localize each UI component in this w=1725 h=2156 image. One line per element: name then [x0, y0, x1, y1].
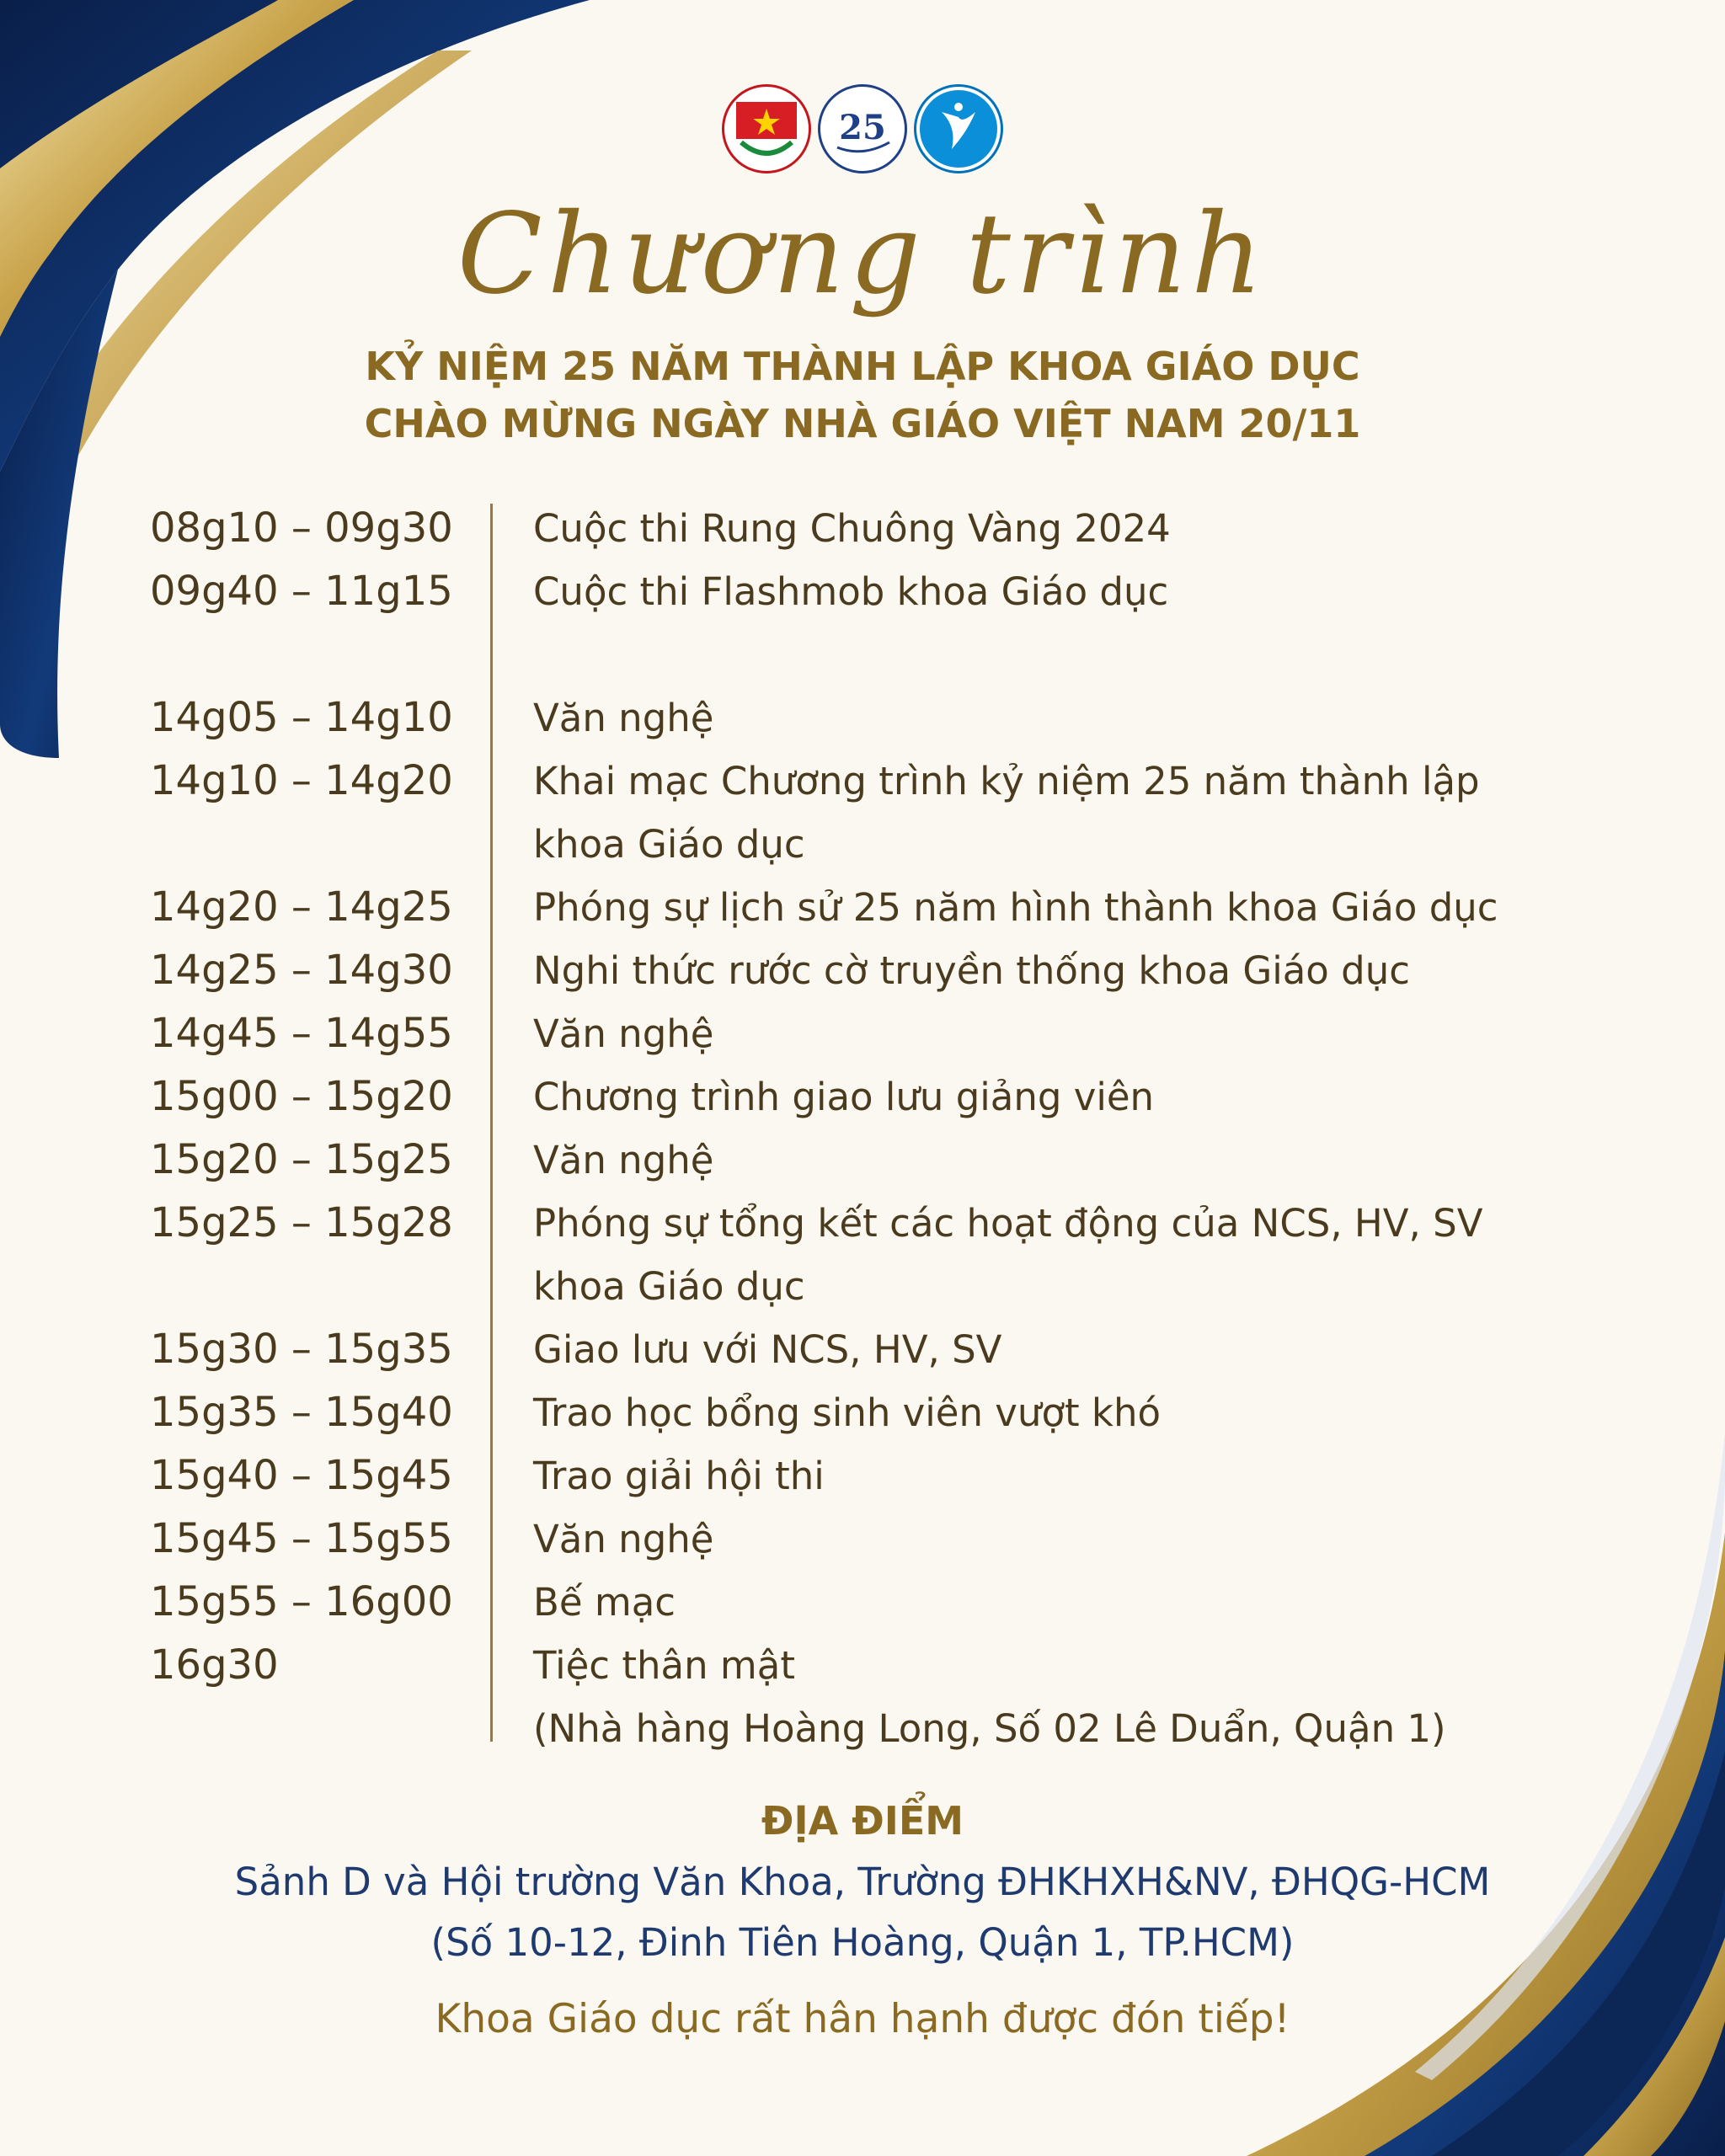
schedule-row	[150, 876, 1582, 939]
schedule-row	[150, 686, 1582, 750]
schedule-activity: Văn nghệ	[533, 1011, 714, 1056]
schedule-activity: Khai mạc Chương trình kỷ niệm 25 năm thành lập	[533, 759, 1480, 803]
schedule-activity: Phóng sự tổng kết các hoạt động của NCS, HV, SV	[533, 1201, 1483, 1246]
venue-title: ĐỊA ĐIỂM	[761, 1798, 964, 1844]
schedule-time: 15g55 – 16g00	[150, 1578, 453, 1625]
headline-line-1: KỶ NIỆM 25 NĂM THÀNH LẬP KHOA GIÁO DỤC	[365, 344, 1360, 389]
schedule-row	[150, 1318, 1582, 1381]
schedule-time: 14g20 – 14g25	[150, 883, 453, 931]
logo-25-text: 25	[839, 108, 886, 147]
schedule-activity: Cuộc thi Rung Chuông Vàng 2024	[533, 506, 1171, 551]
schedule-row	[150, 1571, 1582, 1634]
schedule-time: 15g35 – 15g40	[150, 1389, 453, 1436]
schedule-activity: Văn nghệ	[533, 696, 714, 740]
schedule-time: 16g30	[150, 1641, 279, 1689]
schedule-list	[150, 497, 1582, 1760]
schedule-time: 15g00 – 15g20	[150, 1073, 453, 1120]
schedule-time: 14g45 – 14g55	[150, 1010, 453, 1057]
schedule-activity: Phóng sự lịch sử 25 năm hình thành khoa Giáo dục	[533, 885, 1498, 930]
doan-thanh-nien-logo	[722, 84, 811, 173]
schedule-row	[150, 1192, 1582, 1318]
schedule-time: 09g40 – 11g15	[150, 568, 453, 615]
schedule-activity: Giao lưu với NCS, HV, SV	[533, 1327, 1002, 1372]
schedule-row	[150, 497, 1582, 560]
schedule-row	[150, 1129, 1582, 1192]
schedule-activity: Văn nghệ	[533, 1517, 714, 1561]
schedule-time: 08g10 – 09g30	[150, 504, 453, 552]
venue-address-line-2: (Số 10-12, Đinh Tiên Hoàng, Quận 1, TP.HCM)	[430, 1920, 1295, 1965]
welcome-message: Khoa Giáo dục rất hân hạnh được đón tiếp!	[435, 1996, 1290, 2042]
schedule-row	[150, 1002, 1582, 1065]
schedule-time: 15g30 – 15g35	[150, 1326, 453, 1373]
schedule-activity: Tiệc thân mật	[533, 1643, 795, 1688]
schedule-row	[150, 1444, 1582, 1508]
schedule-row	[150, 1508, 1582, 1571]
schedule-activity-continued: khoa Giáo dục	[533, 822, 805, 867]
schedule-time: 15g45 – 15g55	[150, 1515, 453, 1562]
script-title: Chương trình	[457, 189, 1268, 319]
schedule-activity: Văn nghệ	[533, 1138, 714, 1182]
schedule-row	[150, 750, 1582, 876]
headline-line-2: CHÀO MỪNG NGÀY NHÀ GIÁO VIỆT NAM 20/11	[364, 401, 1361, 446]
venue-address-line-1: Sảnh D và Hội trường Văn Khoa, Trường ĐHKHXH&NV, ĐHQG-HCM	[234, 1860, 1491, 1904]
schedule-time: 15g25 – 15g28	[150, 1199, 453, 1246]
hoi-sinh-vien-logo	[914, 84, 1003, 173]
schedule-activity-continued: (Nhà hàng Hoàng Long, Số 02 Lê Duẩn, Quận 1)	[533, 1706, 1446, 1751]
schedule-activity: Bế mạc	[533, 1580, 676, 1625]
schedule-activity: Trao giải hội thi	[533, 1454, 825, 1498]
schedule-row	[150, 560, 1582, 623]
schedule-activity-multiline	[533, 1634, 1578, 1760]
schedule-time: 15g40 – 15g45	[150, 1452, 453, 1499]
schedule-activity: Cuộc thi Flashmob khoa Giáo dục	[533, 569, 1169, 614]
25-years-logo	[818, 84, 907, 173]
schedule-row	[150, 1634, 1582, 1760]
schedule-activity-multiline	[533, 1192, 1578, 1318]
schedule-row	[150, 1065, 1582, 1129]
logo-group	[0, 84, 1725, 173]
schedule-time: 15g20 – 15g25	[150, 1136, 453, 1183]
schedule-activity: Nghi thức rước cờ truyền thống khoa Giáo dục	[533, 948, 1410, 993]
schedule-activity-continued: khoa Giáo dục	[533, 1264, 805, 1309]
schedule-activity: Chương trình giao lưu giảng viên	[533, 1075, 1155, 1119]
schedule-time: 14g25 – 14g30	[150, 947, 453, 994]
schedule-activity-multiline	[533, 750, 1578, 876]
schedule-row	[150, 939, 1582, 1002]
schedule-row	[150, 1381, 1582, 1444]
schedule-time: 14g10 – 14g20	[150, 757, 453, 804]
schedule-time: 14g05 – 14g10	[150, 694, 453, 741]
schedule-activity: Trao học bổng sinh viên vượt khó	[533, 1390, 1162, 1435]
